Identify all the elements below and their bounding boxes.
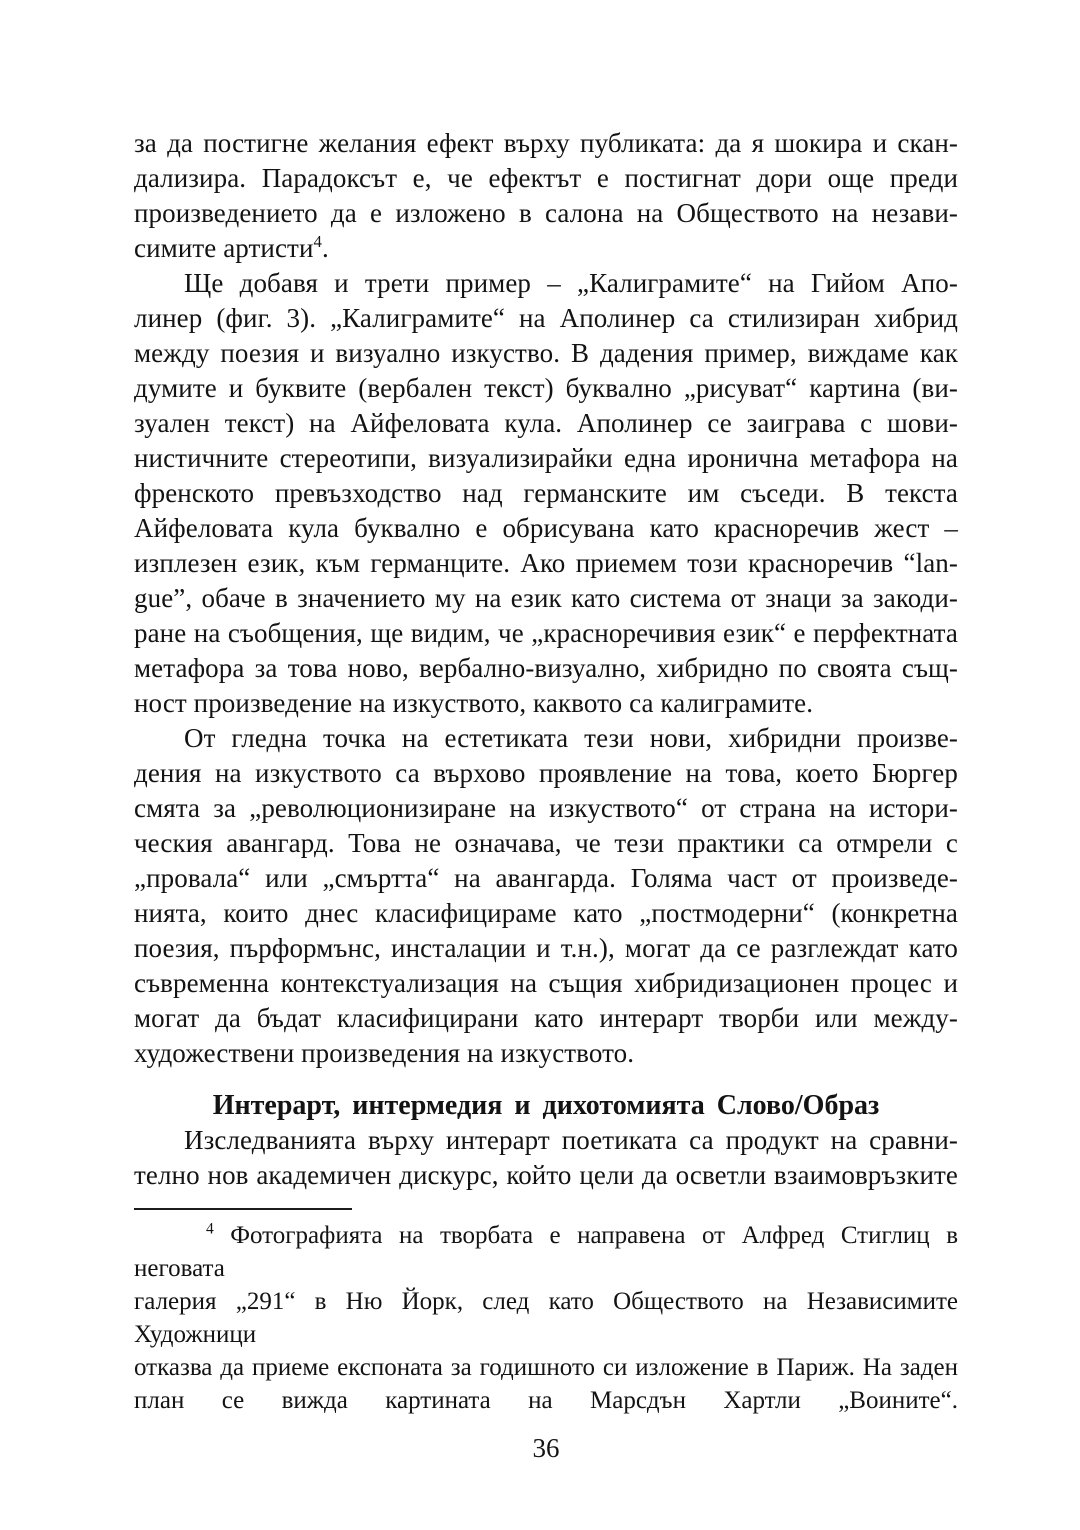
text-line: план се вижда картината на Марсдън Хартли „Воините“.	[134, 1387, 958, 1414]
text-line: gue”, обаче в значението му на език като система от знаци за закоди-	[134, 583, 958, 613]
body-text	[134, 126, 958, 1071]
text-line: галерия „291“ в Ню Йорк, след като Обществото на Независимите Художници	[134, 1288, 958, 1348]
text-line: дения на изкуството са върхово проявление на това, което Бюргер	[134, 758, 958, 788]
text-line: метафора за това ново, вербално-визуално, хибридно по своята същ-	[134, 653, 958, 683]
text-line: думите и буквите (вербален текст) буквално „рисуват“ картина (ви-	[134, 373, 958, 403]
text-line: От гледна точка на естетиката тези нови, хибридни произве-	[184, 723, 958, 753]
text-line: за да постигне желания ефект върху публиката: да я шокира и скан-	[134, 128, 958, 158]
text-line: поезия, пърформънс, инсталации и т.н.), могат да се разглеждат като	[134, 933, 958, 963]
text-line: съвременна контекстуализация на същия хибридизационен процес и	[134, 968, 958, 998]
text-line: линер (фиг. 3). „Калиграмите“ на Аполинер са стилизиран хибрид	[134, 303, 958, 333]
text-line: нията, които днес класифицираме като „постмодерни“ (конкретна	[134, 898, 958, 928]
text-line: „провала“ или „смъртта“ на авангарда. Голяма част от произведе-	[134, 863, 958, 893]
text-line: $^4$ Фотографията на творбата е направена от Алфред Стиглиц в неговата	[134, 1220, 958, 1282]
text-line: зуален текст) на Айфеловата кула. Аполинер се заиграва с шови-	[134, 408, 958, 438]
text-line: изплезен език, към германците. Ако приемем този красноречив “lan-	[134, 548, 958, 578]
text-line: ческия авангард. Това не означава, че тези практики са отмрели с	[134, 828, 958, 858]
text-line: симите артисти$^4$.	[134, 232, 329, 263]
text-line: нистичните стереотипи, визуализирайки една иронична метафора на	[134, 443, 958, 473]
text-line: телно нов академичен дискурс, който цели да осветли взаимовръзките	[134, 1160, 958, 1190]
section-heading: Интерарт, интермедия и дихотомията Слово/Образ	[212, 1090, 880, 1121]
section-text	[134, 1123, 958, 1193]
text-line: произведението да е изложено в салона на Обществото на незави-	[134, 198, 958, 228]
footnote-text	[134, 1219, 958, 1417]
text-line: Ще добавя и трети пример – „Калиграмите“ на Гийом Апо-	[184, 268, 958, 298]
text-line: отказва да приеме експоната за годишното си изложение в Париж. На заден	[134, 1354, 958, 1381]
text-line: художествени произведения на изкуството.	[134, 1038, 635, 1068]
text-line: между поезия и визуално изкуство. В дадения пример, виждаме как	[134, 338, 958, 368]
text-line: ране на съобщения, ще видим, че „красноречивия език“ е перфектната	[134, 618, 958, 648]
footnote-separator	[134, 1208, 352, 1210]
text-line: могат да бъдат класифицирани като интерарт творби или между-	[134, 1003, 958, 1033]
footnote-reference: 4	[313, 232, 322, 251]
text-line: френското превъзходство над германските им съседи. В текста	[134, 478, 958, 508]
text-line: дализира. Парадоксът е, че ефектът е постигнат дори още преди	[134, 163, 958, 193]
footnote-reference: 4	[206, 1220, 214, 1238]
text-line: Изследванията върху интерарт поетиката са продукт на сравни-	[184, 1125, 958, 1155]
text-line: смята за „революционизиране на изкуството“ от страна на истори-	[134, 793, 958, 823]
page-number: 36	[532, 1433, 560, 1463]
text-line: Айфеловата кула буквално е обрисувана като красноречив жест –	[134, 513, 958, 543]
text-line: ност произведение на изкуството, каквото са калиграмите.	[134, 688, 814, 718]
